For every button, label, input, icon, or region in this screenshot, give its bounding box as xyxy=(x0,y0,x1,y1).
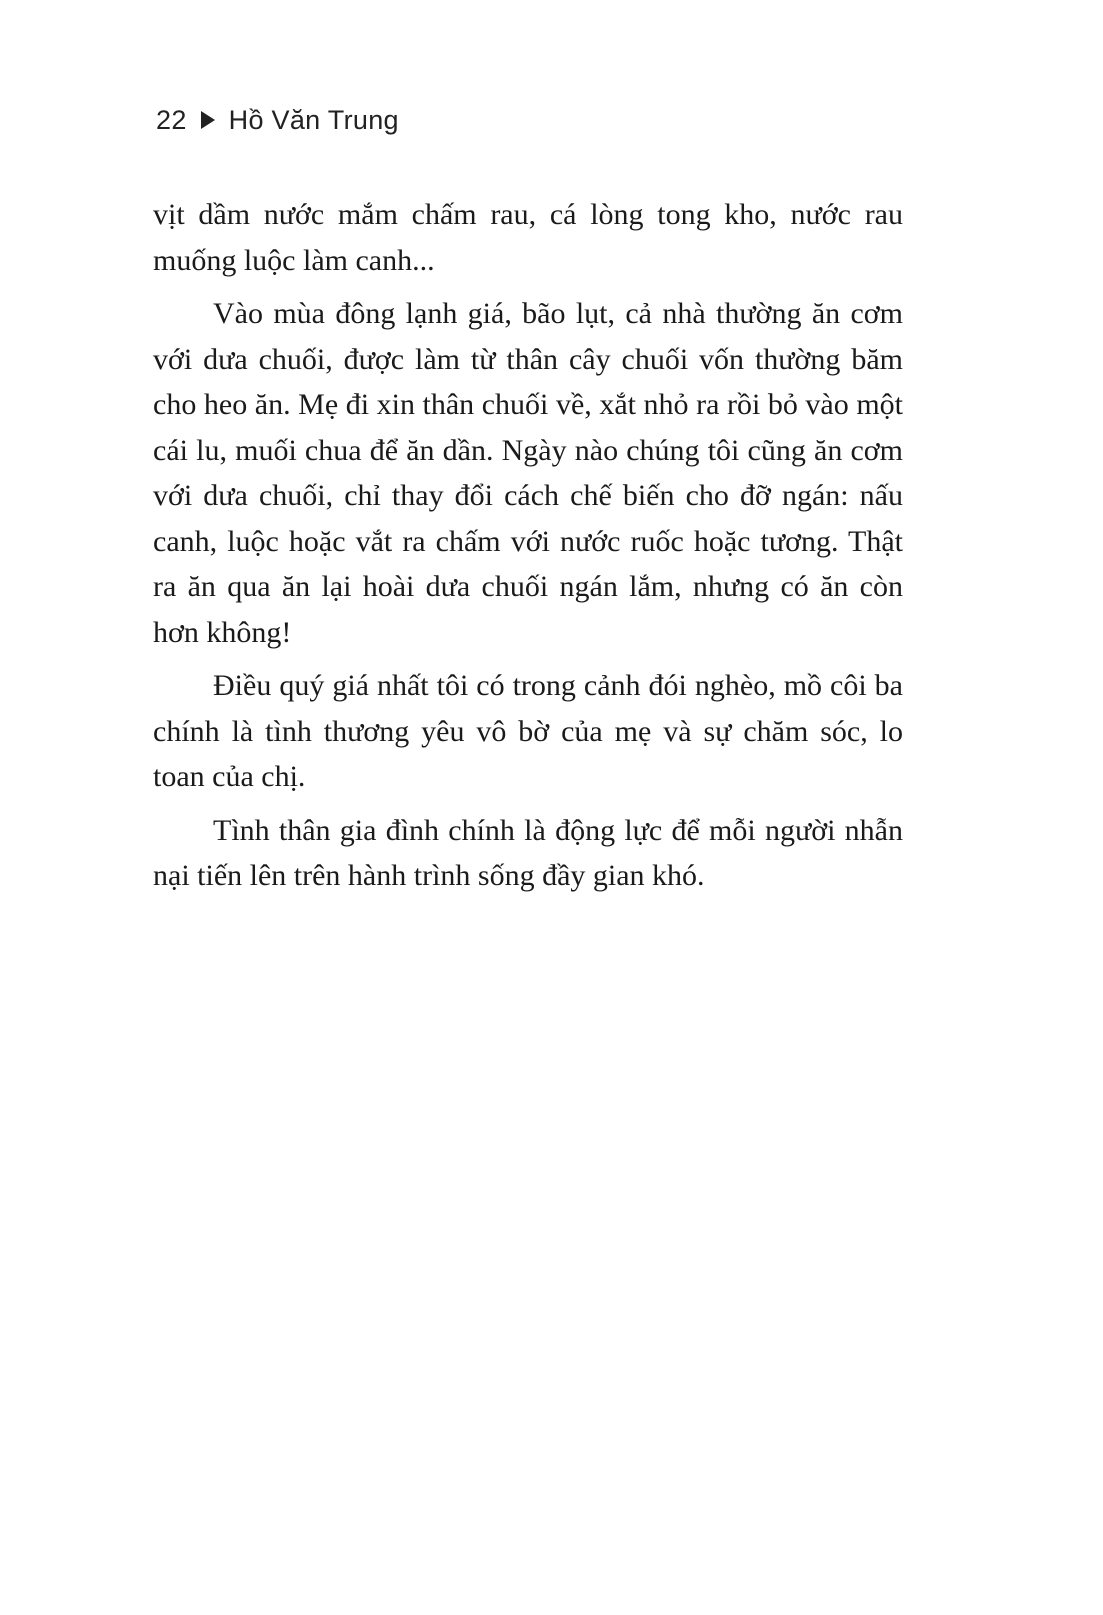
triangle-arrow-icon xyxy=(201,111,215,129)
running-header xyxy=(156,100,399,140)
page-number: 22 xyxy=(156,104,187,135)
paragraph-continuation: vịt dầm nước mắm chấm rau, cá lòng tong kho, nước rau muống luộc làm canh... xyxy=(153,198,903,277)
author-name: Hồ Văn Trung xyxy=(228,104,399,135)
paragraph-family-bond: Tình thân gia đình chính là động lực để mỗi người nhẫn nại tiến lên trên hành trình sống đầy gian khó. xyxy=(153,813,903,892)
paragraph-precious-love: Điều quý giá nhất tôi có trong cảnh đói nghèo, mồ côi ba chính là tình thương yêu vô bờ của mẹ và sự chăm sóc, lo toan của chị. xyxy=(153,669,903,793)
body-text xyxy=(153,192,903,907)
paragraph-winter-meals: Vào mùa đông lạnh giá, bão lụt, cả nhà thường ăn cơm với dưa chuối, được làm từ thân cây chuối vốn thường băm cho heo ăn. Mẹ đi xin thân chuối về, xắt nhỏ ra rồi bỏ vào một cái lu, muối chua để ăn dần. Ngày nào chúng tôi cũng ăn cơm với dưa chuối, chỉ thay đổi cách chế biến cho đỡ ngán: nấu canh, luộc hoặc vắt ra chấm với nước ruốc hoặc tương. Thật ra ăn qua ăn lại hoài dưa chuối ngán lắm, nhưng có ăn còn hơn không! xyxy=(153,297,903,649)
